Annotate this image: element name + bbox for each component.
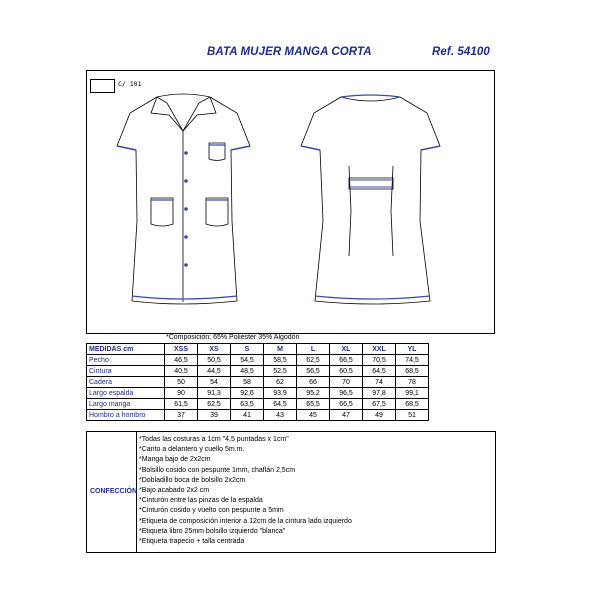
- confection-note: *Etiqueta trapecio + talla centrada: [139, 538, 245, 546]
- measure-value: 92,6: [231, 388, 264, 399]
- measure-value: 45: [297, 410, 330, 421]
- measure-value: 62: [264, 377, 297, 388]
- fabric-code: C/ 101: [118, 80, 142, 88]
- size-header: XXL: [363, 344, 396, 355]
- confection-note: *Bolsillo cosido con pespunte 1mm, chaflán 2,5cm: [139, 466, 296, 474]
- garment-views: [87, 71, 494, 333]
- measure-value: 65,5: [297, 399, 330, 410]
- measure-value: 41: [231, 410, 264, 421]
- measure-value: 62,5: [297, 355, 330, 366]
- confection-notes: [139, 435, 352, 547]
- measure-value: 68,5: [396, 399, 429, 410]
- measure-value: 70: [330, 377, 363, 388]
- measure-value: 99,1: [396, 388, 429, 399]
- measure-value: 96,5: [330, 388, 363, 399]
- table-row: [87, 355, 429, 366]
- measure-label: Cintura: [87, 366, 165, 377]
- measure-value: 37: [165, 410, 198, 421]
- confection-label-cell: [87, 432, 137, 552]
- table-row: [87, 399, 429, 410]
- measure-value: 39: [198, 410, 231, 421]
- measure-value: 66,5: [330, 399, 363, 410]
- measure-value: 93,9: [264, 388, 297, 399]
- measure-value: 58: [231, 377, 264, 388]
- measure-value: 54,5: [231, 355, 264, 366]
- measure-value: 97,8: [363, 388, 396, 399]
- measure-value: 43: [264, 410, 297, 421]
- confection-note: *Cinturón cosido y vuelto con pespunte a 5mm: [139, 507, 284, 515]
- measure-value: 54: [198, 377, 231, 388]
- size-header: M: [264, 344, 297, 355]
- measure-value: 48,5: [231, 366, 264, 377]
- confection-note: *Bajo acabado 2x2 cm: [139, 487, 210, 495]
- size-chart-table: [86, 343, 429, 421]
- measure-value: 60,5: [330, 366, 363, 377]
- measure-value: 91,3: [198, 388, 231, 399]
- measure-value: 67,5: [363, 399, 396, 410]
- measure-value: 44,5: [198, 366, 231, 377]
- measure-value: 52,5: [264, 366, 297, 377]
- table-row: [87, 388, 429, 399]
- size-header: XS: [198, 344, 231, 355]
- table-row: [87, 410, 429, 421]
- confection-note: *Todas las costuras a 1cm "4,5 puntadas x 1cm": [139, 436, 289, 443]
- measure-value: 64,5: [363, 366, 396, 377]
- front-view: [117, 94, 250, 304]
- confection-label: CONFECCIÓN: [90, 488, 138, 495]
- measure-value: 95,2: [297, 388, 330, 399]
- size-header: L: [297, 344, 330, 355]
- measure-label: Cadera: [87, 377, 165, 388]
- size-header: S: [231, 344, 264, 355]
- confection-box: [86, 431, 496, 553]
- measure-value: 51: [396, 410, 429, 421]
- measure-value: 61,5: [165, 399, 198, 410]
- confection-note: *Etiqueta libro 25mm bolsillo izquierdo "blanca": [139, 527, 286, 535]
- size-header: XL: [330, 344, 363, 355]
- confection-note: *Manga bajo de 2x2cm: [139, 456, 211, 464]
- measure-value: 50,5: [198, 355, 231, 366]
- measure-value: 68,5: [396, 366, 429, 377]
- document-title: BATA MUJER MANGA CORTA: [207, 46, 372, 58]
- measure-value: 40,5: [165, 366, 198, 377]
- table-row: [87, 377, 429, 388]
- measure-value: 62,5: [198, 399, 231, 410]
- measure-value: 66,5: [330, 355, 363, 366]
- measure-value: 63,5: [231, 399, 264, 410]
- measure-value: 47: [330, 410, 363, 421]
- composition-note: *Composición: 65% Poliéster 35% Algodón: [166, 334, 300, 341]
- measure-value: 49: [363, 410, 396, 421]
- measure-value: 58,5: [264, 355, 297, 366]
- size-header-row: [87, 344, 429, 355]
- confection-note: *Dobladillo boca de bolsillo 2x2cm: [139, 476, 246, 484]
- measure-value: 46,5: [165, 355, 198, 366]
- measure-value: 90: [165, 388, 198, 399]
- measure-value: 78: [396, 377, 429, 388]
- confection-note: *Etiqueta de composición interior a 12cm de la cintura lado izquierdo: [139, 517, 352, 525]
- measure-label: Largo espalda: [87, 388, 165, 399]
- measure-value: 56,5: [297, 366, 330, 377]
- measure-label: Hombro a hombro: [87, 410, 165, 421]
- measure-value: 74,5: [396, 355, 429, 366]
- back-view: [301, 95, 440, 304]
- measure-value: 66: [297, 377, 330, 388]
- garment-drawing-panel: [86, 70, 495, 334]
- size-header: XSS: [165, 344, 198, 355]
- confection-note: *Canto a delantero y cuello 5m.m.: [139, 446, 245, 454]
- measure-label: Largo manga: [87, 399, 165, 410]
- size-chart-body: [87, 355, 429, 421]
- size-header: YL: [396, 344, 429, 355]
- measure-value: 50: [165, 377, 198, 388]
- table-row: [87, 366, 429, 377]
- measure-value: 64,5: [264, 399, 297, 410]
- confection-note: *Cinturón entre las pinzas de la espalda: [139, 497, 263, 505]
- measure-value: 70,5: [363, 355, 396, 366]
- measure-value: 74: [363, 377, 396, 388]
- measure-label: Pecho: [87, 355, 165, 366]
- reference-number: Ref. 54100: [432, 46, 490, 58]
- measures-header: MEDIDAS cm: [87, 344, 165, 355]
